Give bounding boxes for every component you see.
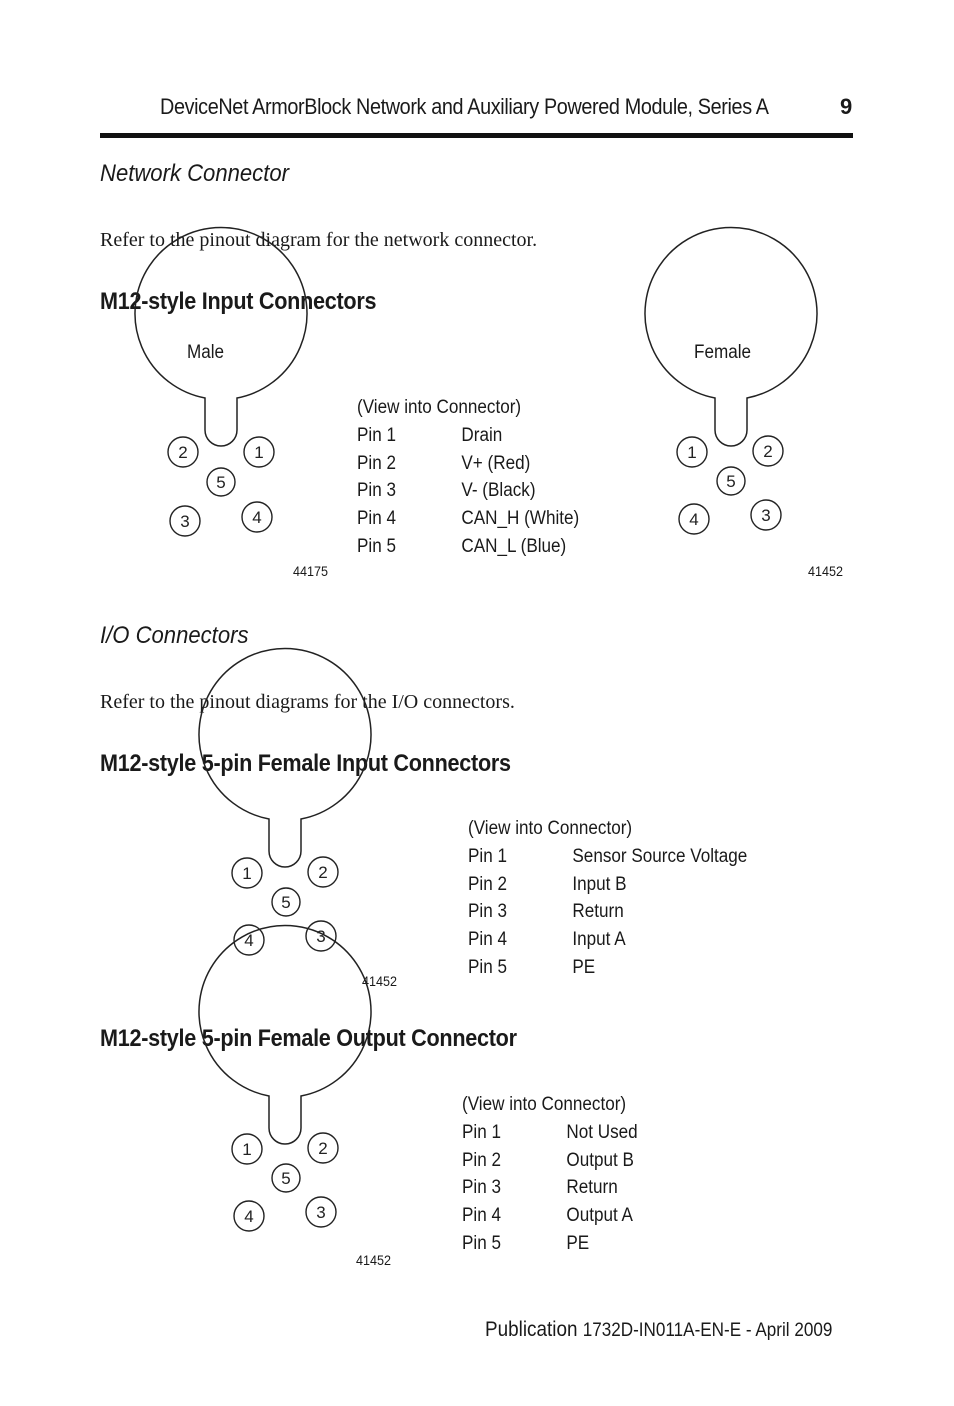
- female-output-pin-label: 3: [316, 1203, 326, 1222]
- pin-number: Pin 3: [462, 1177, 501, 1199]
- female-pin-label: 4: [689, 510, 699, 529]
- female-pin-label: 3: [761, 506, 771, 525]
- female-output-pin-label: 1: [242, 1140, 252, 1159]
- female-connector-diagram: [600, 390, 840, 590]
- pin-number: Pin 4: [357, 508, 396, 530]
- male-connector-outline: [135, 228, 307, 446]
- male-pin-label: 3: [180, 512, 190, 531]
- pin-number: Pin 2: [468, 873, 507, 895]
- female-label: Female: [694, 342, 752, 363]
- female-input-pin-label: 4: [244, 931, 254, 950]
- female-pin-label: 5: [726, 472, 736, 491]
- pin-signal: PE: [572, 956, 596, 978]
- pin-number: Pin 3: [357, 480, 396, 502]
- pin-number: Pin 3: [468, 901, 507, 923]
- io-connectors-text: Refer to the pinout diagrams for the I/O connectors.: [100, 691, 515, 713]
- male-pin-label: 1: [254, 443, 264, 462]
- m12-input-heading: M12-style Input Connectors: [100, 288, 377, 315]
- pin-number: Pin 5: [357, 535, 396, 557]
- pin-signal: Output B: [566, 1149, 634, 1171]
- female-output-figure-number: 41452: [356, 1252, 392, 1268]
- female-output-pin-label: 4: [244, 1207, 254, 1226]
- pin-signal: V- (Black): [461, 480, 536, 502]
- pin-number: Pin 1: [468, 845, 507, 867]
- female-output-pin-label: 2: [318, 1139, 328, 1158]
- page-number: 9: [840, 94, 853, 119]
- pin-row: [462, 1147, 638, 1175]
- pin-signal: CAN_H (White): [461, 508, 580, 530]
- female-figure-number: 41452: [808, 563, 844, 579]
- female-input-pin-label: 1: [242, 864, 252, 883]
- pin-row: [468, 926, 747, 954]
- pin-signal: CAN_L (Blue): [461, 535, 567, 557]
- pin-number: Pin 2: [357, 452, 396, 474]
- publication-number: 1732D-IN011A-EN-E - April 2009: [582, 1320, 833, 1341]
- pin-row: [462, 1202, 638, 1230]
- io-connectors-heading: I/O Connectors: [100, 622, 249, 649]
- male-connector-diagram: [100, 390, 340, 590]
- female-input-figure-number: 41452: [362, 973, 398, 989]
- pin-signal: Drain: [461, 424, 503, 446]
- network-connector-heading: Network Connector: [100, 160, 289, 187]
- header-rule: [100, 133, 853, 138]
- pin-row: [357, 505, 579, 533]
- male-label: Male: [187, 342, 225, 363]
- publication-label: Publication: [485, 1318, 578, 1341]
- female-input-pin-label: 2: [318, 863, 328, 882]
- pin-number: Pin 4: [462, 1205, 501, 1227]
- female-output-pin-table: [462, 1091, 638, 1258]
- male-pin-label: 2: [178, 443, 188, 462]
- m12-input-pin-table: [357, 394, 579, 561]
- pin-signal: Input B: [572, 873, 627, 895]
- pin-row: [357, 422, 579, 450]
- female-output-heading: M12-style 5-pin Female Output Connector: [100, 1025, 517, 1052]
- pin-signal: Not Used: [566, 1121, 638, 1143]
- pin-number: Pin 2: [462, 1149, 501, 1171]
- pin-row: [357, 450, 579, 478]
- male-pin-label: 5: [216, 473, 226, 492]
- pin-number: Pin 4: [468, 929, 507, 951]
- female-input-pin-table: [468, 815, 747, 982]
- view-into-connector-label: (View into Connector): [468, 818, 633, 839]
- female-output-pin-label: 5: [281, 1169, 291, 1188]
- pin-signal: Return: [566, 1177, 618, 1199]
- female-input-pin-label: 5: [281, 893, 291, 912]
- pin-signal: Input A: [572, 929, 626, 951]
- publication-footer: [485, 1318, 832, 1342]
- view-into-connector-label: (View into Connector): [357, 397, 522, 418]
- network-connector-text: Refer to the pinout diagram for the network connector.: [100, 229, 538, 251]
- page-header-title: DeviceNet ArmorBlock Network and Auxiliary Powered Module, Series A: [160, 94, 769, 119]
- pin-signal: PE: [566, 1232, 590, 1254]
- pin-row: [462, 1174, 638, 1202]
- pin-row: [468, 871, 747, 899]
- pin-signal: Return: [572, 901, 624, 923]
- female-pin-label: 1: [687, 443, 697, 462]
- pin-row: [357, 533, 579, 561]
- pin-number: Pin 1: [462, 1121, 501, 1143]
- pin-number: Pin 5: [468, 956, 507, 978]
- male-figure-number: 44175: [293, 563, 329, 579]
- pin-row: [462, 1230, 638, 1258]
- pin-row: [468, 898, 747, 926]
- female-pin-label: 2: [763, 442, 773, 461]
- view-into-connector-label: (View into Connector): [462, 1094, 627, 1115]
- pin-row: [468, 954, 747, 982]
- female-input-heading: M12-style 5-pin Female Input Connectors: [100, 750, 511, 777]
- pin-row: [462, 1119, 638, 1147]
- female-connector-outline: [645, 228, 817, 446]
- pin-signal: V+ (Red): [461, 452, 531, 474]
- pin-signal: Sensor Source Voltage: [572, 845, 748, 867]
- pin-signal: Output A: [566, 1205, 633, 1227]
- female-input-pin-label: 3: [316, 927, 326, 946]
- pin-number: Pin 1: [357, 424, 396, 446]
- pin-row: [357, 477, 579, 505]
- pin-row: [468, 843, 747, 871]
- male-pin-label: 4: [252, 508, 262, 527]
- pin-number: Pin 5: [462, 1232, 501, 1254]
